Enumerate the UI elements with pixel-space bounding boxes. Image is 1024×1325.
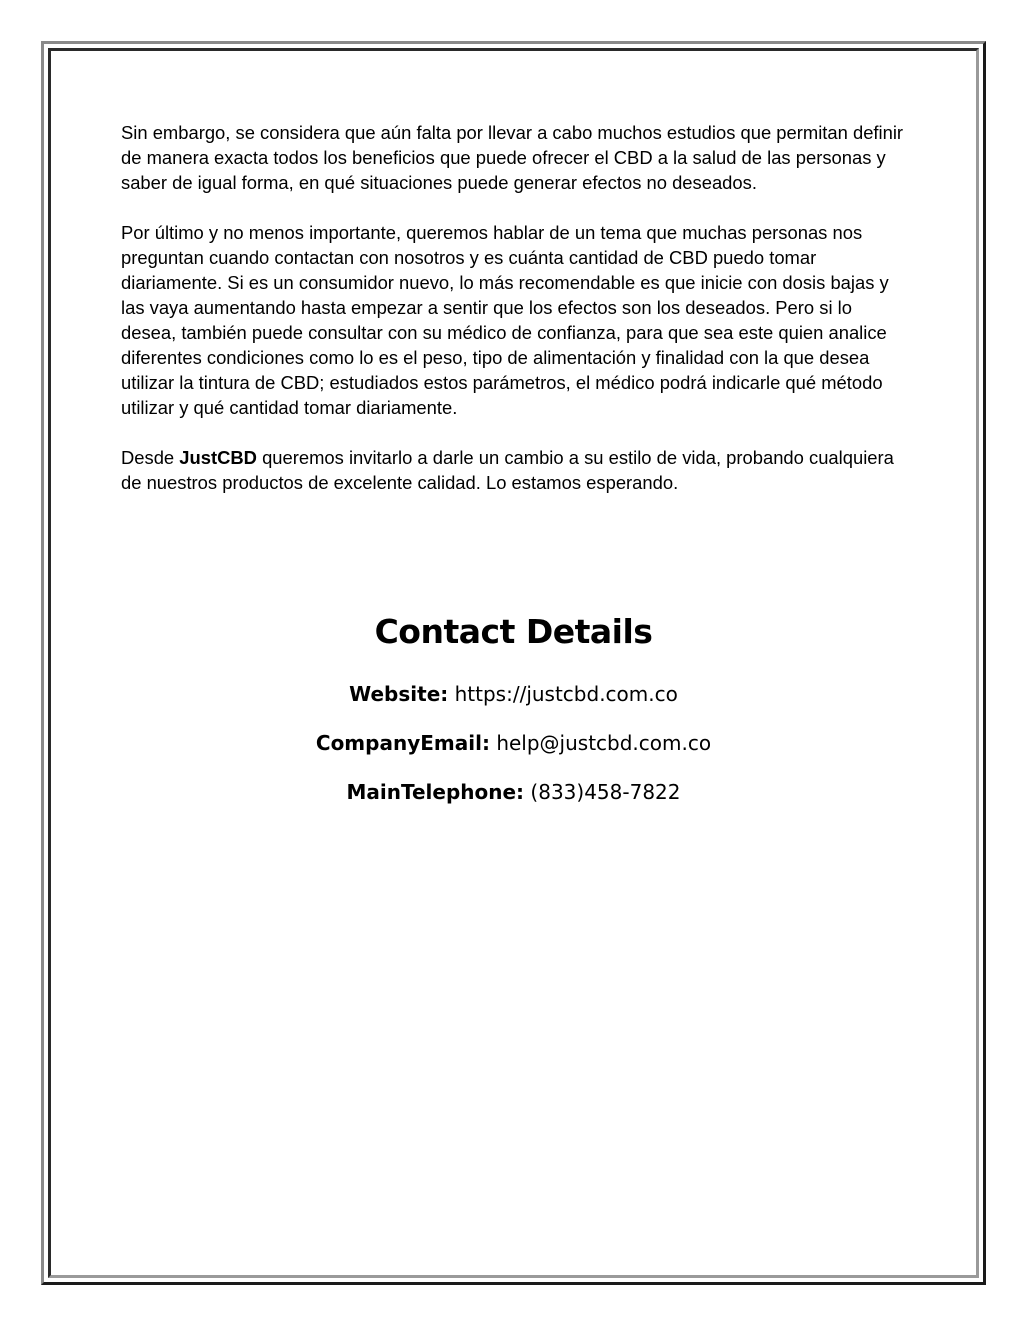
email-link[interactable]: help@justcbd.com.co <box>496 731 712 755</box>
phone-number: (833)458-7822 <box>530 780 681 804</box>
paragraph-closing <box>121 445 911 495</box>
body-text <box>121 120 911 520</box>
phone-line <box>41 780 986 804</box>
paragraph-1: Sin embargo, se considera que aún falta por llevar a cabo muchos estudios que permitan definir de manera exacta todos los beneficios que puede ofrecer el CBD a la salud de las personas y saber de igual forma, en qué situaciones puede generar efectos no deseados. <box>121 122 904 193</box>
website-line <box>41 682 986 706</box>
email-label: CompanyEmail: <box>315 731 490 755</box>
email-line <box>41 731 986 755</box>
phone-label: MainTelephone: <box>346 780 525 804</box>
closing-prefix: Desde <box>121 447 180 468</box>
brand-name: JustCBD <box>179 447 257 468</box>
paragraph-2: Por último y no menos importante, queremos hablar de un tema que muchas personas nos preguntan cuando contactan con nosotros y es cuánta cantidad de CBD puedo tomar diariamente. Si es un consumidor nuevo, lo más recomendable es que inicie con dosis bajas y las vaya aumentando hasta empezar a sentir que los efectos son los deseados. Pero si lo desea, también puede consultar con su médico de confianza, para que sea este quien analice diferentes condiciones como lo es el peso, tipo de alimentación y finalidad con la que desea utilizar la tintura de CBD; estudiados estos parámetros, el médico podrá indicarle qué método utilizar y qué cantidad tomar diariamente. <box>121 222 889 418</box>
contact-title: Contact Details <box>374 612 653 651</box>
website-link[interactable]: https://justcbd.com.co <box>454 682 678 706</box>
website-label: Website: <box>349 682 449 706</box>
closing-suffix: queremos invitarlo a darle un cambio a su estilo de vida, probando cualquiera de nuestros productos de excelente calidad. Lo estamos esperando. <box>121 447 894 493</box>
